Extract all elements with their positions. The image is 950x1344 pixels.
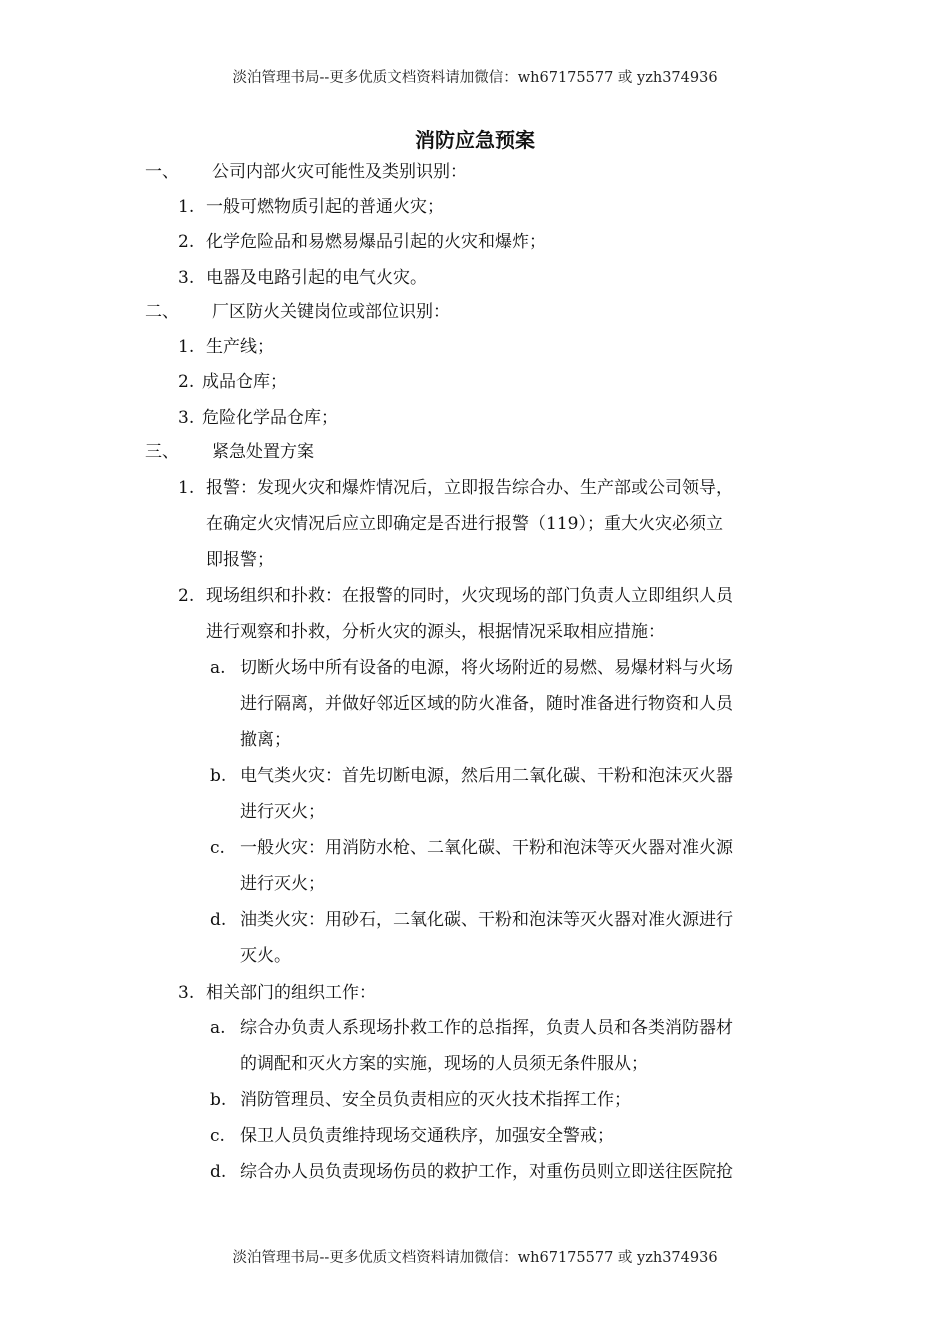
sub-item-letter: d.	[210, 1162, 227, 1182]
item-text: 生产线；	[206, 337, 274, 357]
sub-item-letter: d.	[210, 910, 227, 930]
sub-item-text: 灭火。	[240, 946, 291, 966]
sub-item-letter: b.	[210, 766, 227, 786]
item-number: 3.	[178, 268, 195, 288]
sub-item-letter: c.	[210, 1126, 225, 1146]
sub-item-text: 进行灭火；	[240, 874, 325, 894]
sub-item-text: 一般火灾：用消防水枪、二氧化碳、干粉和泡沫等灭火器对准火源	[240, 838, 733, 858]
item-number: 3.	[178, 983, 195, 1003]
item-number: 1.	[178, 478, 195, 498]
item-number: 2.	[178, 232, 195, 252]
sub-item-letter: c.	[210, 838, 225, 858]
sub-item-letter: a.	[210, 1018, 226, 1038]
sub-item-text: 撤离；	[240, 730, 291, 750]
sub-item-letter: a.	[210, 658, 226, 678]
item-text: 在确定火灾情况后应立即确定是否进行报警（119）；重大火灾必须立	[206, 514, 723, 534]
item-text: 危险化学品仓库；	[202, 408, 338, 428]
sub-item-text: 油类火灾：用砂石，二氧化碳、干粉和泡沫等灭火器对准火源进行	[240, 910, 733, 930]
item-text: 即报警；	[206, 550, 274, 570]
item-text: 一般可燃物质引起的普通火灾；	[206, 197, 444, 217]
section-title: 公司内部火灾可能性及类别识别：	[212, 162, 467, 182]
sub-item-text: 电气类火灾：首先切断电源，然后用二氧化碳、干粉和泡沫灭火器	[240, 766, 733, 786]
sub-item-text: 消防管理员、安全员负责相应的灭火技术指挥工作；	[240, 1090, 631, 1110]
section-number: 一、	[145, 162, 179, 182]
section-number: 二、	[145, 302, 179, 322]
page-footer: 淡泊管理书局--更多优质文档资料请加微信：wh67175577 或 yzh374936	[232, 1250, 718, 1266]
item-text: 现场组织和扑救：在报警的同时，火灾现场的部门负责人立即组织人员	[206, 586, 733, 606]
document-title: 消防应急预案	[415, 128, 535, 152]
sub-item-text: 保卫人员负责维持现场交通秩序，加强安全警戒；	[240, 1126, 614, 1146]
sub-item-text: 进行隔离，并做好邻近区域的防火准备，随时准备进行物资和人员	[240, 694, 733, 714]
sub-item-text: 综合办负责人系现场扑救工作的总指挥，负责人员和各类消防器材	[240, 1018, 733, 1038]
item-number: 1.	[178, 337, 195, 357]
item-number: 3.	[178, 408, 195, 428]
item-text: 成品仓库；	[202, 372, 287, 392]
item-number: 2.	[178, 586, 195, 606]
item-text: 化学危险品和易燃易爆品引起的火灾和爆炸；	[206, 232, 546, 252]
item-text: 报警：发现火灾和爆炸情况后，立即报告综合办、生产部或公司领导，	[206, 478, 733, 498]
page-header: 淡泊管理书局--更多优质文档资料请加微信：wh67175577 或 yzh374936	[232, 70, 718, 86]
item-number: 1.	[178, 197, 195, 217]
sub-item-text: 综合办人员负责现场伤员的救护工作，对重伤员则立即送往医院抢	[240, 1162, 733, 1182]
sub-item-text: 进行灭火；	[240, 802, 325, 822]
item-text: 相关部门的组织工作：	[206, 983, 376, 1003]
item-text: 进行观察和扑救，分析火灾的源头，根据情况采取相应措施：	[206, 622, 665, 642]
section-number: 三、	[145, 442, 179, 462]
item-text: 电器及电路引起的电气火灾。	[206, 268, 427, 288]
item-number: 2.	[178, 372, 195, 392]
sub-item-text: 切断火场中所有设备的电源，将火场附近的易燃、易爆材料与火场	[240, 658, 733, 678]
section-title: 厂区防火关键岗位或部位识别：	[212, 302, 450, 322]
sub-item-text: 的调配和灭火方案的实施，现场的人员须无条件服从；	[240, 1054, 648, 1074]
sub-item-letter: b.	[210, 1090, 227, 1110]
section-title: 紧急处置方案	[212, 442, 314, 462]
